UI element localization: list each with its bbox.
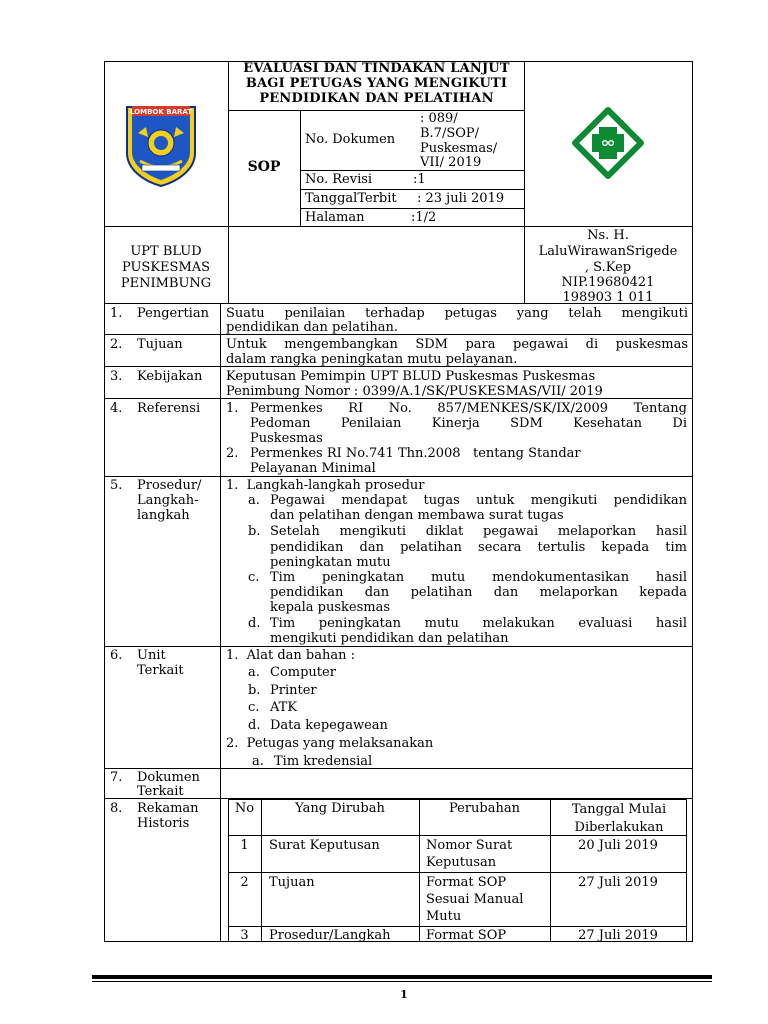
history-row-item: Surat Keputusan <box>269 838 380 853</box>
section-number: 5. <box>110 478 123 493</box>
no-dokumen-value-4: VII/ 2019 <box>420 155 482 170</box>
logo-text: LOMBOK BARAT <box>129 108 193 116</box>
halaman-label: Halaman <box>305 210 365 225</box>
signer-line-2: LaluWirawanSrigede <box>538 244 678 259</box>
list-item-text: Setelah mengikuti diklat pegawai melaporkan hasil <box>270 524 687 539</box>
section-number: 8. <box>110 801 123 816</box>
tanggal-terbit-value: : 23 juli 2019 <box>417 191 505 206</box>
list-item-text: Pegawai mendapat tugas untuk mengikuti pendidikan <box>270 493 687 508</box>
list-item-text: Pedoman Penilaian Kinerja SDM Kesehatan Di <box>250 416 687 431</box>
section-label: Dokumen <box>137 770 200 785</box>
list-marker: b. <box>248 524 261 539</box>
list-item-text: peningkatan mutu <box>270 555 391 570</box>
section-text: Keputusan Pemimpin UPT BLUD Puskesmas Puskesmas <box>226 369 596 384</box>
signer-line-1: Ns. H. <box>587 228 629 243</box>
section-number: 3. <box>110 369 123 384</box>
section-label: Pengertian <box>137 306 209 321</box>
section-text: Suatu penilaian terhadap petugas yang telah mengikuti <box>226 306 688 321</box>
footer-rule-thin <box>92 981 712 982</box>
list-item-text: ATK <box>270 700 298 715</box>
org-name-line-3: PENIMBUNG <box>120 276 212 291</box>
section-label: Terkait <box>137 663 184 678</box>
history-row-item: Prosedur/Langkah <box>269 928 391 943</box>
list-item-text: kepala puskesmas <box>270 600 391 615</box>
section-label: langkah <box>137 508 190 523</box>
section-label: Kebijakan <box>137 369 203 384</box>
org-name-line-1: UPT BLUD <box>130 244 202 259</box>
section-number: 2. <box>110 337 123 352</box>
list-item-text: dan pelatihan dengan membawa surat tugas <box>270 508 564 523</box>
signer-line-3: , S.Kep <box>584 260 632 275</box>
history-row-change: Keputusan <box>426 855 497 870</box>
section-text: dalam rangka peningkatan mutu pelayanan. <box>226 352 518 367</box>
list-item-text: Puskesmas <box>250 431 323 446</box>
list-marker: c. <box>248 700 260 715</box>
history-header-no: No <box>234 801 255 816</box>
halaman-value: :1/2 <box>411 210 437 225</box>
list-marker: a. <box>248 665 260 680</box>
section-number: 7. <box>110 770 123 785</box>
list-marker: d. <box>248 616 261 631</box>
document-title-line-2: BAGI PETUGAS YANG MENGIKUTI <box>245 76 508 91</box>
section-label: Rekaman <box>137 801 199 816</box>
list-item-text: Data kepegawean <box>270 718 388 733</box>
procedure-heading: 1. Langkah-langkah prosedur <box>226 478 425 493</box>
history-row-item: Tujuan <box>269 875 315 890</box>
document-title-line-1: EVALUASI DAN TINDAKAN LANJUT <box>243 61 510 76</box>
section-label: Tujuan <box>137 337 183 352</box>
section-label: Referensi <box>137 401 201 416</box>
history-row-change: Sesuai Manual <box>426 892 524 907</box>
history-header-change: Perubahan <box>448 801 520 816</box>
history-row-no: 3 <box>240 928 249 943</box>
list-item-text: Pelayanan Minimal <box>250 461 376 476</box>
section-number: 4. <box>110 401 123 416</box>
list-item-text: Computer <box>270 665 336 680</box>
footer-rule <box>92 975 712 979</box>
list-item-text: pendidikan dan pelatihan dan melaporkan kepada <box>270 585 687 600</box>
section-label: Langkah- <box>137 493 199 508</box>
history-row-change: Mutu <box>426 909 462 924</box>
list-item-text: Printer <box>270 683 317 698</box>
unit-heading-2: 2. Petugas yang melaksanakan <box>226 736 434 751</box>
no-dokumen-value-2: B.7/SOP/ <box>420 126 480 141</box>
lombok-barat-emblem-logo <box>124 103 198 187</box>
section-number: 6. <box>110 648 123 663</box>
signer-line-5: 198903 1 011 <box>562 290 654 305</box>
list-item-text: Tim kredensial <box>274 754 373 769</box>
section-number: 1. <box>110 306 123 321</box>
page-number: 1 <box>400 988 408 1001</box>
no-dokumen-value-1: : 089/ <box>420 111 458 126</box>
history-row-change: Format SOP <box>426 875 507 890</box>
no-revisi-label: No. Revisi <box>305 172 373 187</box>
list-item-text: Tim peningkatan mutu melakukan evaluasi hasil <box>270 616 687 631</box>
puskesmas-logo <box>571 106 645 180</box>
history-row-change: Nomor Surat <box>426 838 513 853</box>
history-row-no: 1 <box>240 838 249 853</box>
list-item-text: mengikuti pendidikan dan pelatihan <box>270 631 509 646</box>
no-revisi-value: :1 <box>413 172 426 187</box>
history-header-date: Tanggal Mulai Diberlakukan <box>571 802 667 835</box>
list-marker: a. <box>248 493 260 508</box>
list-marker: a. <box>252 754 264 769</box>
list-item-text: Permenkes RI No.741 Thn.2008 tentang Standar <box>250 446 581 461</box>
section-label: Terkait <box>137 784 184 799</box>
history-row-date: 27 Juli 2019 <box>578 928 658 943</box>
list-marker: d. <box>248 718 261 733</box>
section-label: Unit <box>137 648 166 663</box>
sop-label: SOP <box>247 159 281 175</box>
history-row-change: Format SOP <box>426 928 507 943</box>
history-row-date: 20 Juli 2019 <box>578 838 658 853</box>
list-item-text: Permenkes RI No. 857/MENKES/SK/IX/2009 Tentang <box>250 401 687 416</box>
no-dokumen-label: No. Dokumen <box>305 132 396 147</box>
section-text: pendidikan dan pelatihan. <box>226 320 398 335</box>
list-marker: b. <box>248 683 261 698</box>
no-dokumen-value-3: Puskesmas/ <box>420 141 498 156</box>
section-text: Untuk mengembangkan SDM para pegawai di puskesmas <box>226 337 688 352</box>
section-label: Prosedur/ <box>137 478 202 493</box>
section-label: Historis <box>137 816 190 831</box>
section-text: Penimbung Nomor : 0399/A.1/SK/PUSKESMAS/VII/ 2019 <box>226 384 603 399</box>
history-header-item: Yang Dirubah <box>295 801 385 816</box>
document-title-line-3: PENDIDIKAN DAN PELATIHAN <box>259 91 494 106</box>
history-row-date: 27 Juli 2019 <box>578 875 658 890</box>
tanggal-terbit-label: TanggalTerbit <box>305 191 397 206</box>
signer-line-4: NIP.19680421 <box>561 275 655 290</box>
list-item-text: Tim peningkatan mutu mendokumentasikan hasil <box>270 570 687 585</box>
org-name-line-2: PUSKESMAS <box>121 260 211 275</box>
list-marker: c. <box>248 570 260 585</box>
list-marker: 2. <box>226 446 239 461</box>
unit-heading: 1. Alat dan bahan : <box>226 648 355 663</box>
list-marker: 1. <box>226 401 239 416</box>
history-row-no: 2 <box>240 875 249 890</box>
list-item-text: pendidikan dan pelatihan secara tertulis kepada tim <box>270 540 687 555</box>
